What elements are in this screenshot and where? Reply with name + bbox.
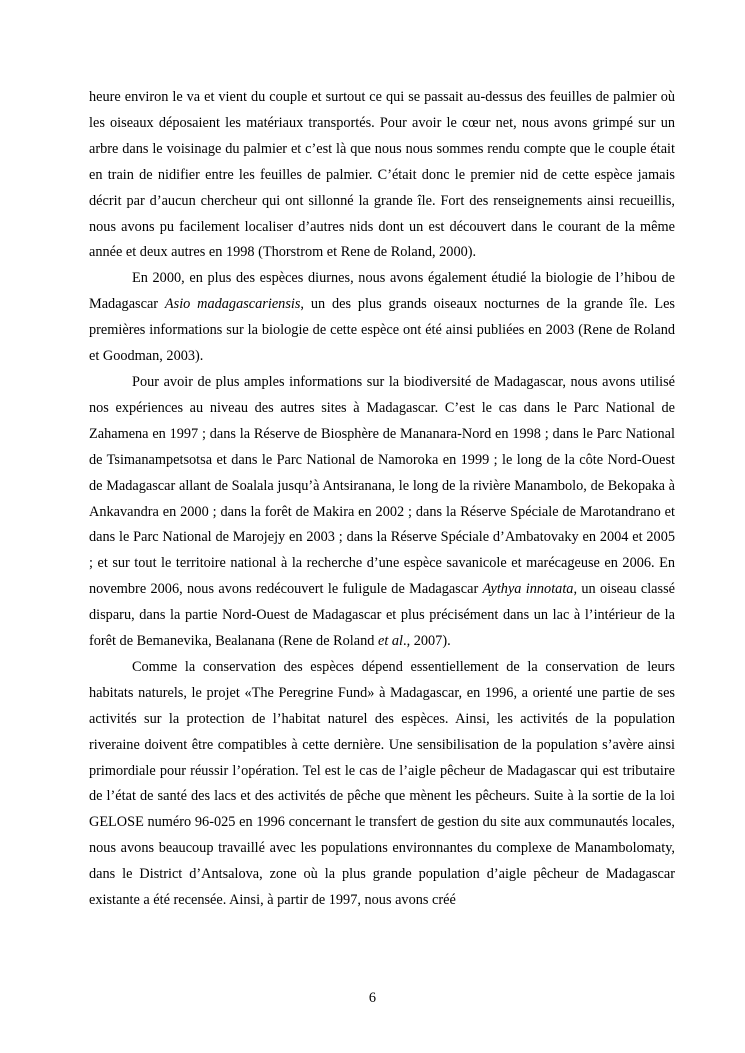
- page-number: 6: [368, 990, 377, 1006]
- italic-term: et al: [378, 633, 404, 650]
- paragraph-4: [89, 655, 675, 914]
- paragraph-3: [89, 370, 675, 655]
- text-segment: En 2000, en plus des espèces diurnes, nous avons également étudié la biologie de l’hibou de Madagascar: [89, 270, 675, 313]
- text-segment: Comme la conservation des espèces dépend essentiellement de la conservation de leurs habitats naturels, le projet «The Peregrine Fund» à Madagascar, en 1996, a orienté une partie de ses activités sur la protection de l’habitat naturel des espèces. Ainsi, les activités de la population riveraine doivent être compatibles à cette dernière. Une sensibilisation de la population s’avère ainsi primordiale pour réussir l’opération. Tel est le cas de l’aigle pêcheur de Madagascar qui est tributaire de l’état de santé des lacs et des activités de pêche que mènent les pêcheurs. Suite à la sortie de la loi GELOSE numéro 96-025 en 1996 concernant le transfert de gestion du site aux communautés locales, nous avons beaucoup travaillé avec les populations environnantes du complexe de Manambolomaty, dans le District d’Antsalova, zone où la plus grande population d’aigle pêcheur de Madagascar existante a été recensée. Ainsi, à partir de 1997, nous avons créé: [89, 658, 675, 909]
- text-segment: Pour avoir de plus amples informations sur la biodiversité de Madagascar, nous avons utilisé nos expériences au niveau des autres sites à Madagascar. C’est le cas dans le Parc National de Zahamena en 1997 ; dans la Réserve de Biosphère de Mananara-Nord en 1998 ; dans le Parc National de Tsimanampetsotsa et dans le Parc National de Namoroka en 1999 ; le long de la côte Nord-Ouest de Madagascar allant de Soalala jusqu’à Antsiranana, le long de la rivière Manambolo, de Bekopaka à Ankavandra en 2000 ; dans la forêt de Makira en 2002 ; dans la Réserve Spéciale de Marotandrano et dans le Parc National de Marojejy en 2003 ; dans la Réserve Spéciale d’Ambatovaky en 2004 et 2005 ; et sur tout le territoire national à la recherche d’une espèce savanicole et marécageuse en 2006. En novembre 2006, nous avons redécouvert le fuligule de Madagascar: [89, 373, 675, 598]
- text-segment: , un oiseau classé disparu, dans la partie Nord-Ouest de Madagascar et plus précisément dans un lac à l’intérieur de la forêt de Bemanevika, Bealanana (Rene de Roland: [89, 581, 675, 650]
- text-segment: heure environ le va et vient du couple et surtout ce qui se passait au-dessus des feuilles de palmier où les oiseaux déposaient les matériaux transportés. Pour avoir le cœur net, nous avons grimpé sur un arbre dans le voisinage du palmier et c’est là que nous nous sommes rendu compte que le couple était en train de nidifier entre les feuilles de palmier. C’était donc le premier nid de cette espèce jamais décrit par d’aucun chercheur qui ont sillonné la grande île. Fort des renseignements ainsi recueillis, nous avons pu facilement localiser d’autres nids dont un est découvert dans le courant de la même année et deux autres en 1998 (Thorstrom et Rene de Roland, 2000).: [89, 89, 675, 261]
- text-segment: , un des plus grands oiseaux nocturnes de la grande île. Les premières informations sur la biologie de cette espèce ont été ainsi publiées en 2003 (Rene de Roland et Goodman, 2003).: [89, 296, 675, 365]
- paragraph-2: [89, 266, 675, 370]
- italic-term: Asio madagascariensis: [164, 296, 301, 313]
- paragraph-1: [89, 85, 675, 266]
- italic-term: Aythya innotata: [482, 581, 574, 598]
- page-body: [89, 85, 675, 914]
- text-segment: ., 2007).: [403, 633, 451, 650]
